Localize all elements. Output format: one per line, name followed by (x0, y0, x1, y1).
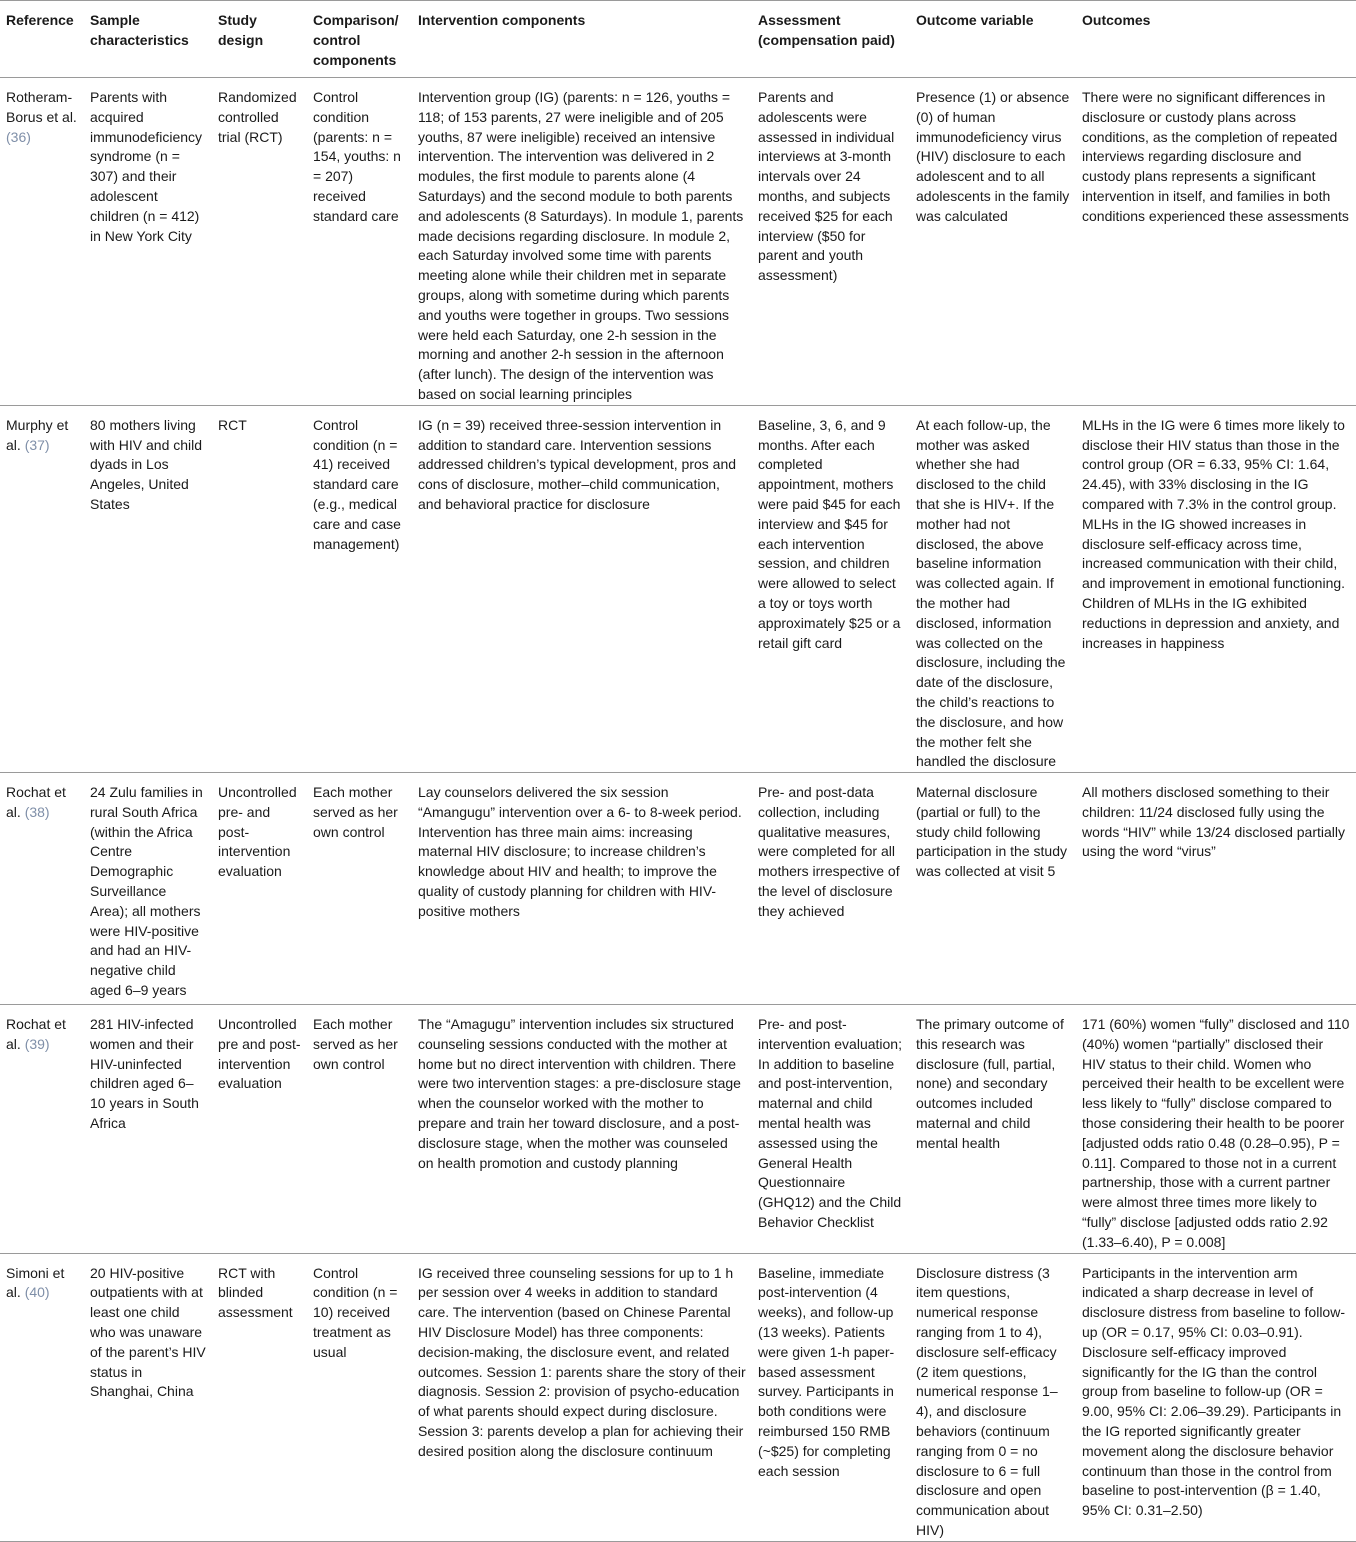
reference-cell (0, 773, 84, 1005)
reference-authors: Rochat et al. (6, 784, 66, 820)
outcomes-cell: There were no significant differences in disclosure or custody plans across conditions, as the completion of repeated interviews regarding disclosure and custody plans represents a significant intervention in itself, and families in both conditions experienced these assessments (1082, 89, 1349, 224)
reference-cell (0, 405, 84, 772)
assessment-cell: Baseline, 3, 6, and 9 months. After each completed appointment, mothers were paid $45 for each interview and $45 for each intervention session, and children were allowed to select a toy or toys worth approximately $25 or a retail gift card (758, 416, 901, 651)
intervention-cell: The “Amagugu” intervention includes six structured counseling sessions conducted with the mother at home but no direct intervention with children. There were two intervention stages: a pre-disclosure stage when the counselor worked with the mother to prepare and train her toward disclosure, and a post-disclosure stage, when the mother was counseled on health promotion and custody planning (418, 1016, 741, 1171)
assessment-cell: Baseline, immediate post-intervention (4 weeks), and follow-up (13 weeks). Patients were given 1-h paper-based assessment survey. Participants in both conditions were reimbursed 150 RMB (~$25) for completing each session (758, 1264, 895, 1479)
sample-cell: 80 mothers living with HIV and child dyads in Los Angeles, United States (90, 416, 203, 512)
reference-authors: Rotheram-Borus et al. (6, 89, 77, 125)
table-row (0, 1253, 1356, 1541)
comparison-cell: Control condition (n = 10) received treatment as usual (313, 1264, 398, 1360)
reference-link[interactable]: (40) (24, 1284, 50, 1301)
sample-cell: 20 HIV-positive outpatients with at least one child who was unaware of the parent’s HIV status in Shanghai, China (90, 1264, 206, 1400)
header-sample: Sample characteristics (90, 12, 189, 48)
outcomes-cell: MLHs in the IG were 6 times more likely to disclose their HIV status than those in the control group (OR = 6.33, 95% CI: 1.64, 24.45), with 33% disclosing in the IG compared with 7.3% in the control group. MLHs in the IG showed increases in disclosure self-efficacy across time, increased communication with their child, and improvement in emotional functioning. Children of MLHs in the IG exhibited reductions in depression and anxiety, and increases in happiness (1082, 416, 1346, 651)
table-row (0, 1005, 1356, 1254)
header-design: Study design (218, 12, 264, 48)
table-header-row (0, 1, 1356, 78)
outcome-variable-cell: At each follow-up, the mother was asked whether she had disclosed to the child that she is HIV+. If the mother had not disclosed, the above baseline information was collected again. If the mother had disclosed, information was collected on the disclosure, including the date of the disclosure, the child’s reactions to the disclosure, and how the mother felt she handled the disclosure (916, 416, 1066, 770)
reference-authors: Rochat et al. (6, 1016, 66, 1052)
reference-link[interactable]: (36) (6, 128, 31, 145)
intervention-cell: Intervention group (IG) (parents: n = 126, youths = 118; of 153 parents, 27 were ineligible and of 205 youths, 87 were ineligible) received an intensive intervention. The intervention was delivered in 2 modules, the first module to parents alone (4 Saturdays) and the second module to both parents and adolescents (8 Saturdays). In module 1, parents made decisions regarding disclosure. In module 2, each Saturday involved some time with parents meeting alone while their children met in separate groups, along with sometime during which parents and youths were together in groups. Two sessions were held each Saturday, one 2-h session in the morning and another 2-h session in the afternoon (after lunch). The design of the intervention was based on social learning principles (418, 89, 744, 402)
reference-cell (0, 78, 84, 406)
reference-link[interactable]: (37) (24, 436, 50, 453)
header-outcome-variable: Outcome variable (916, 12, 1034, 28)
comparison-cell: Each mother served as her own control (313, 784, 398, 840)
reference-cell (0, 1253, 84, 1541)
reference-link[interactable]: (38) (24, 803, 50, 820)
outcomes-cell: All mothers disclosed something to their children: 11/24 disclosed fully using the words “HIV” while 13/24 disclosed partially using the word “virus” (1082, 784, 1345, 860)
outcome-variable-cell: Presence (1) or absence (0) of human immunodeficiency virus (HIV) disclosure to each adolescent and to all adolescents in the family was calculated (916, 89, 1070, 224)
header-intervention: Intervention components (418, 12, 586, 28)
outcomes-cell: 171 (60%) women “fully” disclosed and 110 (40%) women “partially” disclosed their HIV status to their child. Women who perceived their health to be excellent were less likely to “fully” disclose compared to those considering their health to be poorer [adjusted odds ratio 0.48 (0.28–0.95), P = 0.11]. Compared to those not in a current partnership, those with a current partner were almost three times more likely to “fully” disclose [adjusted odds ratio 2.92 (1.33–6.40), P = 0.008] (1082, 1016, 1350, 1250)
header-comparison: Comparison/ control components (313, 12, 399, 68)
intervention-cell: IG received three counseling sessions for up to 1 h per session over 4 weeks in addition to standard care. The intervention (based on Chinese Parental HIV Disclosure Model) has three components: decision-making, the disclosure event, and related outcomes. Session 1: parents share the story of their diagnosis. Session 2: provision of psycho-education of what parents should expect during disclosure. Session 3: parents develop a plan for achieving their desired position along the disclosure continuum (418, 1264, 746, 1459)
reference-cell (0, 1005, 84, 1254)
assessment-cell: Pre- and post-data collection, including qualitative measures, were completed for all mothers irrespective of the level of disclosure they achieved (758, 784, 900, 919)
assessment-cell: Parents and adolescents were assessed in individual interviews at 3-month intervals over 24 months, and subjects received $25 for each interview ($50 for parent and youth assessment) (758, 89, 895, 284)
table-row (0, 78, 1356, 406)
header-assessment: Assessment (compensation paid) (758, 12, 895, 48)
reference-authors: Simoni et al. (6, 1264, 65, 1301)
table-row (0, 405, 1356, 772)
comparison-cell: Each mother served as her own control (313, 1016, 398, 1072)
outcome-variable-cell: Maternal disclosure (partial or full) to the study child following participation in the study was collected at visit 5 (916, 784, 1067, 880)
reference-authors: Murphy et al. (6, 416, 69, 453)
sample-cell: 24 Zulu families in rural South Africa (within the Africa Centre Demographic Surveillance Area); all mothers were HIV-positive and had an HIV-negative child aged 6–9 years (90, 784, 203, 999)
header-outcomes: Outcomes (1082, 12, 1151, 28)
design-cell: Uncontrolled pre- and post-intervention evaluation (218, 784, 297, 880)
comparison-cell: Control condition (n = 41) received standard care (e.g., medical care and case management) (313, 416, 401, 552)
table-row (0, 773, 1356, 1005)
reference-link[interactable]: (39) (24, 1035, 50, 1052)
sample-cell: 281 HIV-infected women and their HIV-uninfected children aged 6–10 years in South Africa (90, 1016, 199, 1132)
assessment-cell: Pre- and post-intervention evaluation; In addition to baseline and post-intervention, maternal and child mental health was assessed using the General Health Questionnaire (GHQ12) and the Child Behavior Checklist (758, 1016, 902, 1231)
design-cell: RCT with blinded assessment (218, 1264, 293, 1321)
design-cell: Randomized controlled trial (RCT) (218, 89, 297, 145)
design-cell: Uncontrolled pre and post-intervention evaluation (218, 1016, 301, 1092)
outcome-variable-cell: The primary outcome of this research was disclosure (full, partial, none) and secondary outcomes included maternal and child mental health (916, 1016, 1064, 1151)
header-reference: Reference (6, 12, 74, 28)
outcome-variable-cell: Disclosure distress (3 item questions, numerical response ranging from 1 to 4), disclosure self-efficacy (2 item questions, numerical response 1–4), and disclosure behaviors (continuum ranging from 0 = no disclosure to 6 = full disclosure and open communication about HIV) (916, 1264, 1058, 1539)
design-cell: RCT (218, 416, 247, 433)
outcomes-cell: Participants in the intervention arm indicated a sharp decrease in level of disclosure distress from baseline to follow-up (OR = 0.17, 95% CI: 0.03–0.91). Disclosure self-efficacy improved significantly for the IG than the control group from baseline to follow-up (OR = 9.00, 95% CI: 2.06–39.29). Participants in the IG reported significantly greater movement along the disclosure behavior continuum than those in the control from baseline to post-intervention (β = 1.40, 95% CI: 0.31–2.50) (1082, 1264, 1345, 1519)
intervention-cell: IG (n = 39) received three-session intervention in addition to standard care. Intervention sessions addressed children’s typical development, pros and cons of disclosure, mother–child communication, and behavioral practice for disclosure (418, 416, 737, 512)
comparison-cell: Control condition (parents: n = 154, youths: n = 207) received standard care (313, 89, 401, 224)
sample-cell: Parents with acquired immunodeficiency syndrome (n = 307) and their adolescent children (n = 412) in New York City (90, 89, 203, 244)
intervention-cell: Lay counselors delivered the six session “Amangugu” intervention over a 6- to 8-week period. Intervention has three main aims: increasing maternal HIV disclosure; to increase children’s knowledge about HIV and health; to improve the quality of custody planning for children with HIV-positive mothers (418, 784, 742, 919)
